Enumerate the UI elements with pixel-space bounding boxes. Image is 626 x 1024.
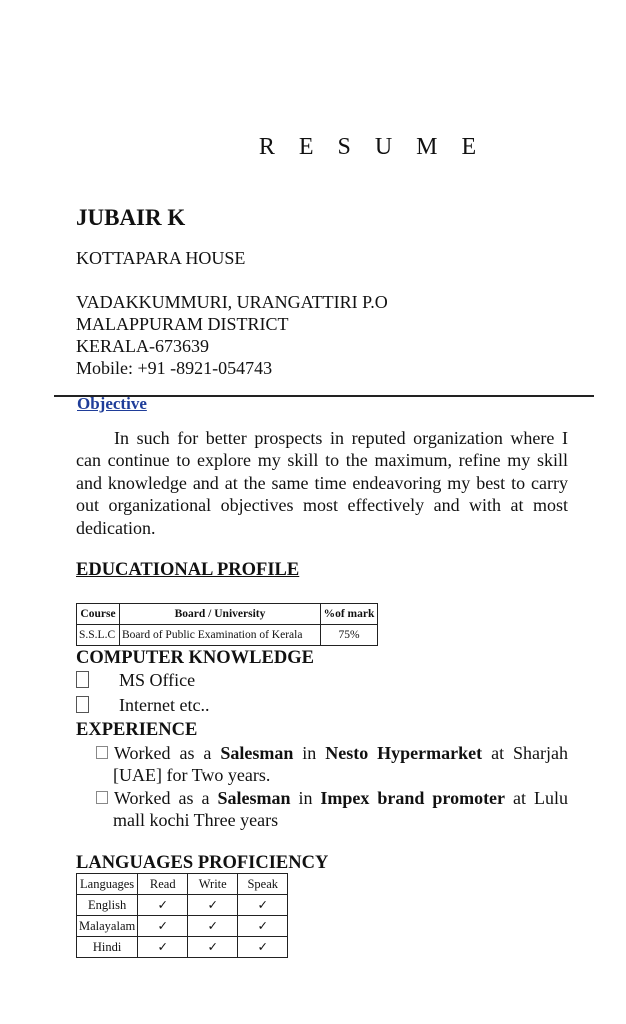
check-icon: ✓ <box>138 937 188 958</box>
table-cell: 75% <box>321 625 378 646</box>
check-icon: ✓ <box>188 937 238 958</box>
bullet-icon <box>96 746 108 759</box>
mobile-number: Mobile: +91 -8921-054743 <box>76 358 273 378</box>
objective-heading: Objective <box>77 394 147 413</box>
education-table <box>76 603 378 646</box>
language-name: Hindi <box>77 937 138 958</box>
language-name: Malayalam <box>77 916 138 937</box>
check-icon: ✓ <box>138 895 188 916</box>
languages-heading: LANGUAGES PROFICIENCY <box>76 853 329 873</box>
column-header: Read <box>138 874 188 895</box>
check-icon: ✓ <box>138 916 188 937</box>
address-state: KERALA-673639 <box>76 336 209 356</box>
check-icon: ✓ <box>238 895 288 916</box>
table-row <box>77 625 378 646</box>
experience-item: Worked as a Salesman in Nesto Hypermarket at Sharjah [UAE] for Two years. <box>96 742 568 787</box>
resume-title: R E S U M E <box>258 134 486 160</box>
job-role: Salesman <box>217 788 291 808</box>
language-name: English <box>77 895 138 916</box>
address-house: KOTTAPARA HOUSE <box>76 248 246 268</box>
company-name: Nesto Hypermarket <box>325 743 483 763</box>
education-heading: EDUCATIONAL PROFILE <box>76 560 300 580</box>
checkbox-icon <box>76 671 89 688</box>
table-row <box>77 916 288 937</box>
bullet-icon <box>96 791 108 804</box>
column-header: Write <box>188 874 238 895</box>
list-item <box>76 695 209 716</box>
column-header: Speak <box>238 874 288 895</box>
column-header: Languages <box>77 874 138 895</box>
list-item <box>76 670 195 691</box>
job-role: Salesman <box>220 743 294 763</box>
check-icon: ✓ <box>238 937 288 958</box>
address-district: MALAPPURAM DISTRICT <box>76 314 289 334</box>
computer-heading: COMPUTER KNOWLEDGE <box>76 648 314 668</box>
table-header-row <box>77 874 288 895</box>
candidate-name: JUBAIR K <box>76 205 186 230</box>
list-item-label: MS Office <box>119 670 196 690</box>
table-cell: Board of Public Examination of Kerala <box>120 625 321 646</box>
check-icon: ✓ <box>188 916 238 937</box>
address-line: VADAKKUMMURI, URANGATTIRI P.O <box>76 292 388 312</box>
company-name: Impex brand promoter <box>320 788 506 808</box>
check-icon: ✓ <box>188 895 238 916</box>
check-icon: ✓ <box>238 916 288 937</box>
column-header: Board / University <box>120 604 321 625</box>
table-cell: S.S.L.C <box>77 625 120 646</box>
table-row <box>77 895 288 916</box>
objective-text: In such for better prospects in reputed organization where I can continue to explore my skill to the maximum, refine my skill and knowledge and at the same time endeavoring my best to carry out organizational objectives most effectively and with at most dedication. <box>76 428 568 538</box>
table-row <box>77 937 288 958</box>
checkbox-icon <box>76 696 89 713</box>
list-item-label: Internet etc.. <box>119 695 210 715</box>
experience-heading: EXPERIENCE <box>76 720 198 740</box>
column-header: %of mark <box>321 604 378 625</box>
column-header: Course <box>77 604 120 625</box>
table-header-row <box>77 604 378 625</box>
languages-table <box>76 873 288 958</box>
experience-item: Worked as a Salesman in Impex brand promoter at Lulu mall kochi Three years <box>96 787 568 832</box>
